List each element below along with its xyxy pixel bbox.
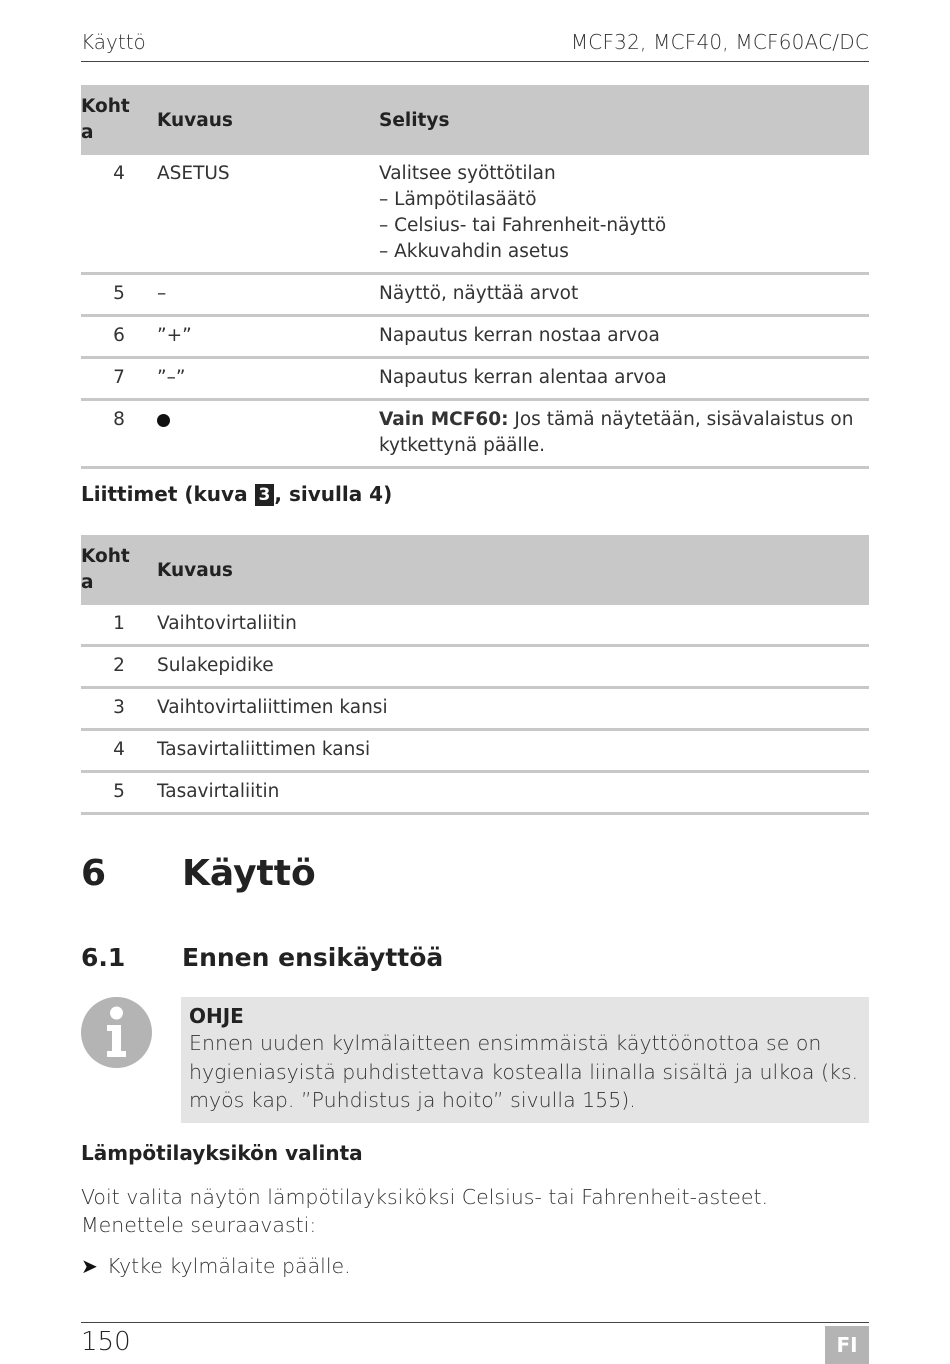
step-item — [81, 1254, 351, 1278]
sel-line: – Lämpötilasäätö — [379, 189, 537, 210]
sel-line: Valitsee syöttötilan — [379, 163, 556, 184]
row-sel — [379, 155, 869, 272]
row-num: 7 — [113, 367, 125, 388]
row-desc: ”–” — [157, 367, 186, 388]
note-box — [181, 997, 869, 1123]
arrow-right-icon: ➤ — [81, 1254, 98, 1278]
col-header-num: Koht a — [81, 85, 157, 155]
subsection-number: 6.1 — [81, 943, 126, 972]
col-header-sel: Selitys — [379, 85, 869, 155]
row-desc: – — [157, 283, 167, 304]
note-title: OHJE — [189, 1004, 244, 1028]
table-header-row — [81, 85, 869, 155]
temp-unit-heading: Lämpötilayksikön valinta — [81, 1141, 363, 1165]
row-desc: Vaihtovirtaliitin — [157, 613, 297, 634]
header-models: MCF32, MCF40, MCF60AC/DC — [570, 30, 869, 54]
language-badge: FI — [825, 1326, 869, 1364]
row-desc: ASETUS — [157, 163, 230, 184]
row-num: 6 — [113, 325, 125, 346]
page-header — [81, 30, 869, 62]
controls-table — [81, 85, 869, 469]
connectors-table — [81, 535, 869, 815]
section-number: 6 — [81, 853, 107, 894]
sel-line: – Celsius- tai Fahrenheit-näyttö — [379, 215, 667, 236]
row-desc: ”+” — [157, 325, 192, 346]
connectors-heading — [81, 482, 392, 506]
note-body: Ennen uuden kylmälaitteen ensimmäistä käyttöönottoa se on hygieniasyistä puhdistettava kostealla liinalla sisältä ja ulkoa (ks. myös kap. ”Puhdistus ja hoito” sivulla 155). — [189, 1031, 859, 1112]
row-num: 8 — [113, 409, 125, 430]
col-header-desc: Kuvaus — [157, 535, 869, 605]
table-row — [81, 688, 869, 730]
table-row — [81, 316, 869, 358]
sel-line: – Akkuvahdin asetus — [379, 241, 569, 262]
table-row — [81, 605, 869, 646]
col-header-desc: Kuvaus — [157, 85, 379, 155]
row-desc: Tasavirtaliittimen kansi — [157, 739, 371, 760]
temp-unit-paragraph: Voit valita näytön lämpötilayksiköksi Celsius- tai Fahrenheit-asteet. Menettele seuraavasti: — [81, 1185, 769, 1237]
row-num: 4 — [113, 739, 125, 760]
table-row — [81, 400, 869, 468]
subsection-title: Ennen ensikäyttöä — [182, 943, 444, 972]
info-icon — [81, 997, 152, 1068]
row-num: 3 — [113, 697, 125, 718]
row-desc: Tasavirtaliitin — [157, 781, 280, 802]
sel-bold: Vain MCF60: — [379, 409, 509, 430]
table-row — [81, 274, 869, 316]
filled-circle-icon — [157, 414, 170, 427]
sel-text: Jos tämä näytetään, sisävalaistus on kytkettynä päälle. — [379, 409, 854, 456]
row-num: 5 — [113, 283, 125, 304]
step-text: Kytke kylmälaite päälle. — [107, 1254, 351, 1278]
table-row — [81, 358, 869, 400]
page-number: 150 — [81, 1327, 131, 1357]
row-desc: Vaihtovirtaliittimen kansi — [157, 697, 388, 718]
row-sel: Napautus kerran alentaa arvoa — [379, 367, 667, 388]
heading-text: , sivulla 4) — [274, 482, 393, 506]
table-row — [81, 730, 869, 772]
header-chapter: Käyttö — [81, 30, 146, 54]
figure-ref: 3 — [255, 484, 275, 506]
row-num: 2 — [113, 655, 125, 676]
page-footer — [81, 1322, 869, 1364]
section-title: Käyttö — [182, 853, 316, 894]
table-row — [81, 155, 869, 274]
heading-text: Liittimet (kuva — [81, 482, 255, 506]
row-num: 1 — [113, 613, 125, 634]
row-num: 5 — [113, 781, 125, 802]
row-desc: Sulakepidike — [157, 655, 274, 676]
row-sel — [379, 401, 869, 466]
table-row — [81, 646, 869, 688]
table-header-row — [81, 535, 869, 605]
row-num: 4 — [113, 163, 125, 184]
row-sel: Napautus kerran nostaa arvoa — [379, 325, 660, 346]
row-sel: Näyttö, näyttää arvot — [379, 283, 579, 304]
table-row — [81, 772, 869, 814]
col-header-num: Koht a — [81, 535, 157, 605]
